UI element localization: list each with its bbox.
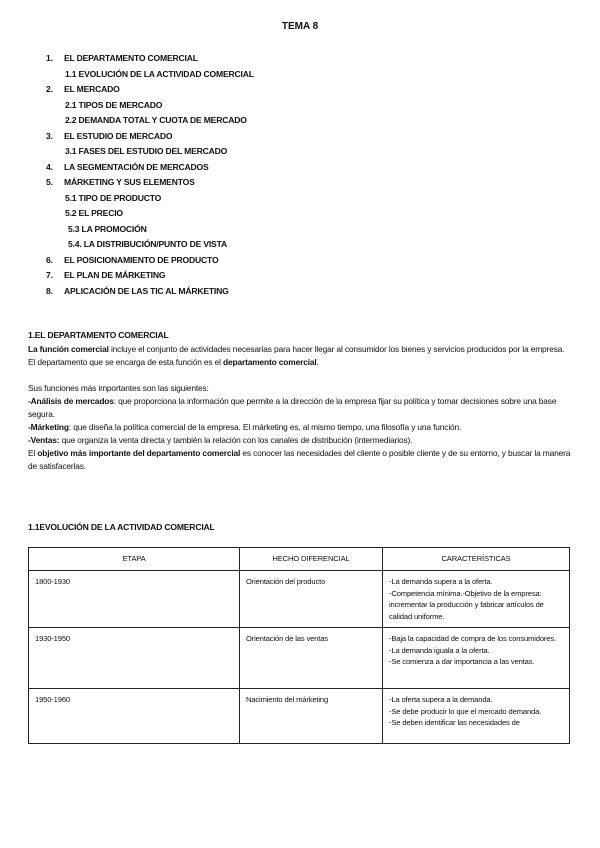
text: : que proporciona la información que permite a la dirección de la empresa fijar su política y tomar decisiones sobre una base segura. (28, 396, 557, 419)
toc-number: 4. (46, 161, 53, 172)
toc-text: 2.1 TIPOS DE MERCADO (65, 99, 163, 110)
toc-text: MÁRKETING Y SUS ELEMENTOS (64, 177, 195, 187)
bold-term: departamento comercial (223, 357, 317, 367)
toc-text: 5.1 TIPO DE PRODUCTO (65, 192, 162, 203)
toc-text: EL POSICIONAMIENTO DE PRODUCTO (64, 254, 219, 265)
toc-text: EL DEPARTAMENTO COMERCIAL (64, 53, 198, 63)
characteristic-line: -Se debe producir lo que el mercado demanda. (389, 706, 542, 716)
characteristic-line: -La demanda iguala a la oferta. (389, 645, 490, 655)
toc-number: 6. (46, 254, 53, 265)
section-heading: 1.EL DEPARTAMENTO COMERCIAL (28, 330, 169, 340)
toc-number: 8. (46, 285, 53, 296)
cell-etapa: 1930-1950 (29, 628, 240, 689)
bold-term: La función comercial (28, 344, 109, 354)
bold-term: -Ventas: (28, 435, 60, 445)
section-body (28, 343, 572, 473)
function-item (28, 421, 572, 434)
bold-term: objetivo más importante del departamento comercial (37, 448, 241, 458)
toc-text: APLICACIÓN DE LAS TIC AL MÁRKETING (64, 285, 229, 296)
function-item (28, 395, 572, 421)
text: es conocer las necesidades del cliente o posible cliente y de su entorno, y buscar la manera de satisfacerlas. (28, 448, 571, 471)
cell-etapa: 1950-1960 (29, 689, 240, 744)
cell-caracteristicas (383, 689, 570, 744)
toc-number: 5. (46, 177, 53, 187)
characteristic-line: -Baja la capacidad de compra de los consumidores. (389, 634, 556, 643)
toc-number: 7. (46, 270, 53, 280)
toc-text: LA SEGMENTACIÓN DE MERCADOS (64, 161, 209, 172)
cell-hecho: Orientación del producto (240, 571, 383, 628)
paragraph (28, 343, 572, 356)
toc-text: EL MERCADO (64, 84, 120, 94)
cell-etapa: 1800-1930 (29, 571, 240, 628)
characteristic-line: -Competencia mínima.-Objetivo de la empresa: incrementar la producción y fabricar artículos de calidad uniforme. (389, 588, 544, 621)
paragraph: Sus funciones más importantes son las siguientes: (28, 383, 209, 393)
paragraph (28, 356, 572, 369)
text: El (28, 448, 38, 458)
text: que organiza la venta directa y también la relación con los canales de distribución (intermediarios). (59, 435, 413, 445)
text: El departamento que se encarga de esta función es el (28, 357, 224, 367)
function-item (28, 434, 572, 447)
cell-caracteristicas (383, 628, 570, 689)
toc-text: 5.3 LA PROMOCIÓN (68, 223, 147, 234)
toc-number: 2. (46, 84, 53, 94)
bold-term: -Márketing (28, 422, 69, 432)
paragraph (28, 447, 572, 473)
characteristic-line: -Se deben identificar las necesidades de (389, 718, 520, 727)
document-title: TEMA 8 (281, 21, 319, 32)
column-header: HECHO DIFERENCIAL (240, 548, 383, 571)
text: incluye el conjunto de actividades necesarias para hacer llegar al consumidor los bienes y servicios producidos por la empresa. (108, 344, 565, 354)
toc-text: 1.1 EVOLUCIÓN DE LA ACTIVIDAD COMERCIAL (65, 68, 254, 79)
table-row (29, 689, 570, 744)
bold-term: -Análisis de mercados (28, 396, 114, 406)
toc-text: 5.4. LA DISTRIBUCIÓN/PUNTO DE VISTA (68, 239, 228, 249)
column-header: ETAPA (29, 548, 240, 571)
toc-text: EL ESTUDIO DE MERCADO (64, 130, 173, 141)
cell-hecho: Orientación de las ventas (240, 628, 383, 689)
characteristic-line: -Se comienza a dar importancia a las ventas. (389, 657, 535, 666)
toc-text: EL PLAN DE MÁRKETING (64, 270, 166, 280)
table-header-row (29, 548, 570, 571)
toc-text: 3.1 FASES DEL ESTUDIO DEL MERCADO (65, 146, 228, 156)
text: : que diseña la política comercial de la empresa. El márketing es, al mismo tiempo, una filosofía y una función. (68, 422, 462, 432)
cell-hecho: Nacimiento del márketing (240, 689, 383, 744)
table-row (29, 628, 570, 689)
characteristic-line: -La oferta supera a la demanda. (389, 695, 493, 704)
evolution-table (28, 547, 570, 744)
text: . (316, 357, 319, 367)
characteristic-line: -La demanda supera a la oferta. (389, 577, 493, 586)
toc-number: 3. (46, 130, 53, 141)
toc-text: 2.2 DEMANDA TOTAL Y CUOTA DE MERCADO (65, 115, 247, 125)
toc-number: 1. (46, 53, 53, 63)
subsection-heading: 1.1EVOLUCIÓN DE LA ACTIVIDAD COMERCIAL (28, 522, 215, 532)
table-row (29, 571, 570, 628)
cell-caracteristicas (383, 571, 570, 628)
column-header: CARACTERÍSTICAS (383, 548, 570, 571)
toc-text: 5.2 EL PRECIO (65, 208, 123, 218)
